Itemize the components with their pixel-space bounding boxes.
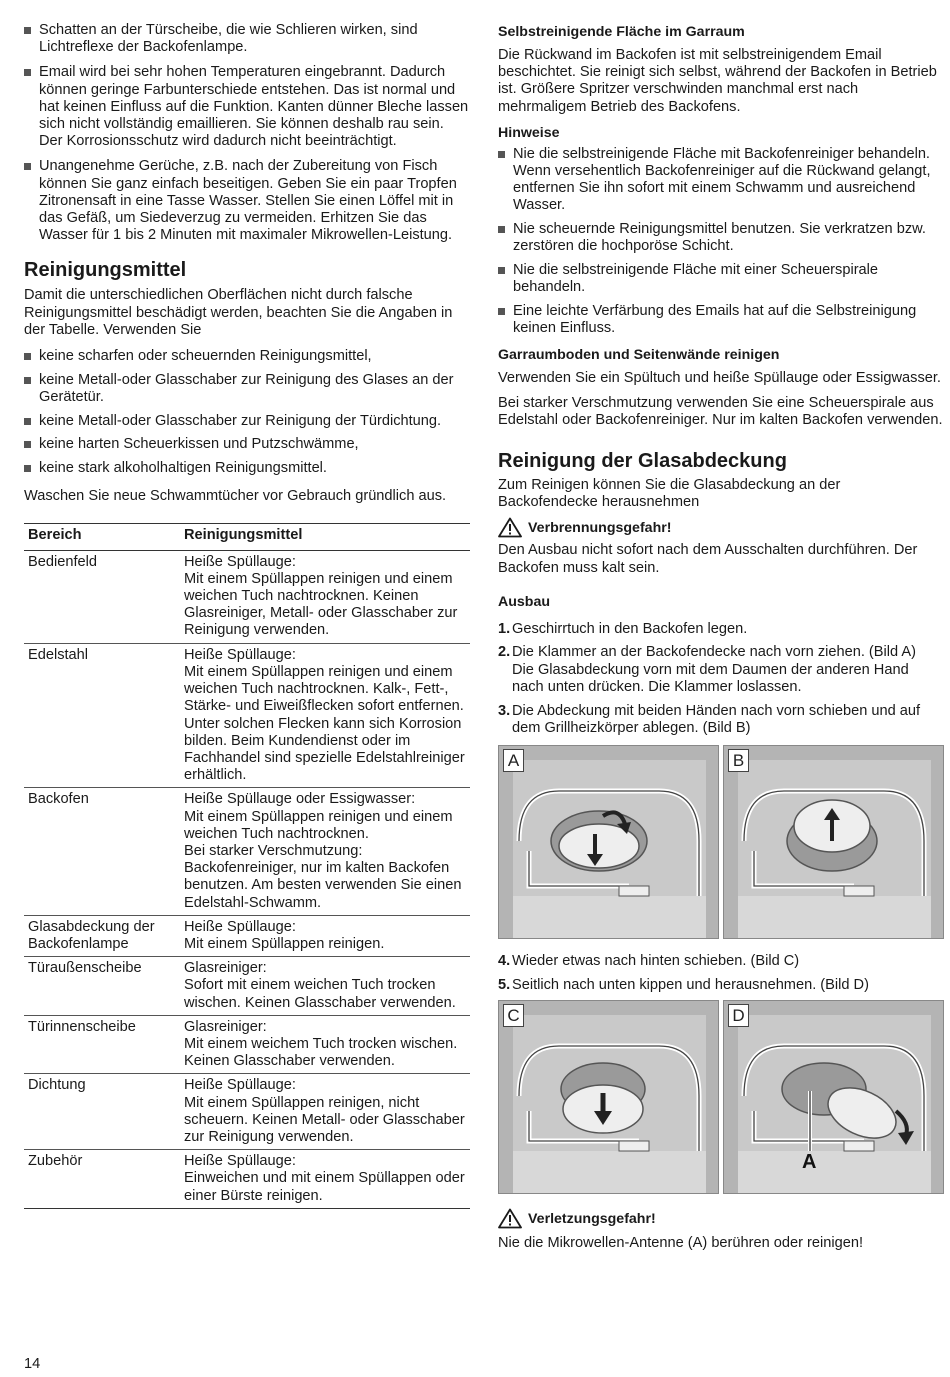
intro-bullet-list xyxy=(24,22,470,244)
cell-agent: Heiße Spüllauge: Mit einem Spüllappen reinigen und einem weichen Tuch nachtrocknen. Kalk-, Fett-, Stärke- und Eiweißflecken sofort entfernen. Unter solchen Flecken kann sich Korrosion bilden. Beim Kundendienst oder im Fachhandel sind spezielle Edelstahlreiniger erhältlich. xyxy=(180,643,470,788)
bullet-text: Nie die selbstreinigende Fläche mit einer Scheuerspirale behandeln. xyxy=(513,262,879,296)
list-item xyxy=(24,460,470,477)
figure-label: B xyxy=(728,749,749,772)
cell-area: Türinnenscheibe xyxy=(24,1015,180,1074)
bullet-text: Eine leichte Verfärbung des Emails hat auf die Selbstreinigung keinen Einfluss. xyxy=(513,302,917,337)
bullet-square-icon xyxy=(498,308,505,315)
bullet-text: Nie scheuernde Reinigungsmittel benutzen. Sie verkratzen bzw. zerstören die hochporöse Schicht. xyxy=(513,221,926,255)
figure-label: C xyxy=(503,1004,524,1027)
bullet-square-icon xyxy=(498,151,505,158)
bullet-text: keine scharfen oder scheuernden Reinigungsmittel, xyxy=(39,348,372,365)
burn-warning xyxy=(498,517,944,538)
table-body xyxy=(24,550,470,1208)
injury-warning xyxy=(498,1208,944,1229)
hints-list xyxy=(498,146,944,338)
cell-area: Bedienfeld xyxy=(24,550,180,643)
bullet-text: Email wird bei sehr hohen Temperaturen eingebrannt. Dadurch können geringe Farbunterschiede entstehen. Das ist normal und hat keinen Einfluss auf die Funktion. Kanten dünner Bleche lassen sich nicht vollständig emaillieren. Sie können deshalb rau sein. Der Korrosionsschutz wird dadurch nicht beeinträchtigt. xyxy=(39,64,469,150)
cell-area: Edelstahl xyxy=(24,643,180,788)
table-row xyxy=(24,1150,470,1209)
figure-c xyxy=(498,1000,719,1194)
table-row xyxy=(24,1015,470,1074)
step-item xyxy=(498,644,944,696)
step-text: Geschirrtuch in den Backofen legen. xyxy=(512,620,748,637)
right-column xyxy=(498,24,944,1253)
step-number: 4. xyxy=(498,952,511,969)
step-number: 3. xyxy=(498,702,511,719)
step-text: Wieder etwas nach hinten schieben. (Bild C) xyxy=(512,952,800,969)
list-item xyxy=(24,22,470,56)
step-item xyxy=(498,703,944,737)
oven-illustration-d-icon xyxy=(724,1001,944,1194)
bullet-text: keine Metall-oder Glasschaber zur Reinigung des Glases an der Gerätetür. xyxy=(39,371,454,405)
table-row xyxy=(24,550,470,643)
cell-agent: Heiße Spüllauge: Mit einem Spüllappen reinigen, nicht scheuern. Keinen Metall- oder Glasschaber zur Reinigung verwenden. xyxy=(180,1074,470,1150)
cleaning-agents-table xyxy=(24,523,470,1208)
cleaning-agents-intro: Damit die unterschiedlichen Oberflächen nicht durch falsche Reinigungsmittel beschädigt werden, beachten Sie die Angaben in der Tabelle. Verwenden Sie xyxy=(24,287,453,338)
bullet-square-icon xyxy=(24,465,31,472)
warning-triangle-icon xyxy=(498,517,522,538)
bullet-text: keine Metall-oder Glasschaber zur Reinigung der Türdichtung. xyxy=(39,412,442,429)
figure-label: A xyxy=(503,749,524,772)
table-row xyxy=(24,915,470,956)
list-item xyxy=(24,348,470,365)
bullet-square-icon xyxy=(24,377,31,384)
self-clean-heading: Selbstreinigende Fläche im Garraum xyxy=(498,24,745,40)
list-item xyxy=(498,221,944,255)
injury-warning-label: Verletzungsgefahr! xyxy=(528,1210,656,1227)
cell-area: Glasabdeckung der Backofenlampe xyxy=(24,915,180,956)
bullet-square-icon xyxy=(498,226,505,233)
step-number: 1. xyxy=(498,620,511,637)
bullet-text: Nie die selbstreinigende Fläche mit Backofenreiniger behandeln. Wenn versehentlich Backofenreiniger auf die Rückwand gelangt, entfernen Sie ihn sofort mit einem Schwamm und ausreichend Wasser. xyxy=(513,145,931,214)
bullet-square-icon xyxy=(24,27,31,34)
burn-warning-label: Verbrennungsgefahr! xyxy=(528,519,672,536)
table-row xyxy=(24,1074,470,1150)
section-heading-cleaning-agents: Reinigungsmittel xyxy=(24,259,187,282)
cell-agent: Glasreiniger: Sofort mit einem weichen Tuch trocken wischen. Keinen Glasschaber verwenden. xyxy=(180,957,470,1016)
warning-triangle-icon xyxy=(498,1208,522,1229)
step-item xyxy=(498,977,944,994)
step-item xyxy=(498,621,944,638)
figure-label: D xyxy=(728,1004,749,1027)
bullet-square-icon xyxy=(24,353,31,360)
step-text: Seitlich nach unten kippen und herausnehmen. (Bild D) xyxy=(512,976,869,993)
column-header-area: Bereich xyxy=(24,524,180,550)
page-number: 14 xyxy=(24,1356,41,1372)
cell-area: Zubehör xyxy=(24,1150,180,1209)
floor-text-2: Bei starker Verschmutzung verwenden Sie eine Scheuerspirale aus Edelstahl oder Backofenreiniger. Nur im kalten Backofen verwenden. xyxy=(498,394,943,428)
oven-illustration-b-icon xyxy=(724,746,944,939)
list-item xyxy=(498,262,944,296)
hints-heading: Hinweise xyxy=(498,124,560,141)
bullet-square-icon xyxy=(24,418,31,425)
glass-cover-intro: Zum Reinigen können Sie die Glasabdeckung an der Backofendecke herausnehmen xyxy=(498,476,841,511)
column-header-agent: Reinigungsmittel xyxy=(180,524,470,550)
step-number: 5. xyxy=(498,976,511,993)
oven-illustration-c-icon xyxy=(499,1001,719,1194)
bullet-text: keine stark alkoholhaltigen Reinigungsmittel. xyxy=(39,460,327,477)
cleaning-agents-list xyxy=(24,348,470,477)
list-item xyxy=(24,372,470,406)
cell-area: Türaußenscheibe xyxy=(24,957,180,1016)
cell-agent: Glasreiniger: Mit einem weichem Tuch trocken wischen. Keinen Glasschaber verwenden. xyxy=(180,1015,470,1074)
floor-text-1: Verwenden Sie ein Spültuch und heiße Spüllauge oder Essigwasser. xyxy=(498,370,941,387)
list-item xyxy=(24,413,470,430)
step-number: 2. xyxy=(498,644,511,661)
step-text: Die Klammer an der Backofendecke nach vorn ziehen. (Bild A) Die Glasabdeckung vorn mit dem Daumen der anderen Hand nach unten drücken. Die Klammer loslassen. xyxy=(512,644,916,695)
list-item xyxy=(24,158,470,244)
floor-heading: Garraumboden und Seitenwände reinigen xyxy=(498,347,780,364)
left-column xyxy=(24,20,470,1209)
removal-steps-2 xyxy=(498,953,944,994)
step-text: Die Abdeckung mit beiden Händen nach vorn schieben und auf dem Grillheizkörper ablegen. (Bild B) xyxy=(512,702,921,736)
bullet-text: Schatten an der Türscheibe, die wie Schlieren wirken, sind Lichtreflexe der Backofenlampe. xyxy=(39,22,418,56)
injury-warning-text: Nie die Mikrowellen-Antenne (A) berühren oder reinigen! xyxy=(498,1235,864,1252)
list-item xyxy=(498,146,944,215)
list-item xyxy=(24,64,470,150)
bullet-square-icon xyxy=(24,441,31,448)
table-row xyxy=(24,957,470,1016)
figure-b xyxy=(723,745,944,939)
figure-row-cd xyxy=(498,1000,944,1194)
removal-heading: Ausbau xyxy=(498,593,551,610)
antenna-label: A xyxy=(802,1151,817,1174)
figure-a xyxy=(498,745,719,939)
bullet-square-icon xyxy=(498,267,505,274)
figure-row-ab xyxy=(498,745,944,939)
cell-area: Backofen xyxy=(24,788,180,915)
removal-steps-1 xyxy=(498,621,944,737)
oven-illustration-a-icon xyxy=(499,746,719,939)
list-item xyxy=(24,436,470,453)
bullet-text: Unangenehme Gerüche, z.B. nach der Zubereitung von Fisch können Sie ganz einfach beseitigen. Geben Sie ein paar Tropfen Zitronensaft in eine Tasse Wasser. Stellen Sie einen Löffel mit in das Gefäß, um Siedeverzug zu vermeiden. Erhitzen Sie das Wasser für 1 bis 2 Minuten mit maximaler Mikrowellen-Leistung. xyxy=(39,158,457,244)
cell-agent: Heiße Spüllauge oder Essigwasser: Mit einem Spüllappen reinigen und einem weichen Tuch nachtrocknen. Bei starker Verschmutzung: Backofenreiniger, nur im kalten Backofen benutzen. Am besten verwenden Sie einen Edelstahl-Schwamm. xyxy=(180,788,470,915)
cell-agent: Heiße Spüllauge: Mit einem Spüllappen reinigen. xyxy=(180,915,470,956)
bullet-square-icon xyxy=(24,69,31,76)
table-row xyxy=(24,788,470,915)
cell-agent: Heiße Spüllauge: Mit einem Spüllappen reinigen und einem weichen Tuch nachtrocknen. Keinen Glasreiniger, Metall- oder Glasschaber zur Reinigung verwenden. xyxy=(180,550,470,643)
glass-cover-heading: Reinigung der Glasabdeckung xyxy=(498,449,787,472)
wash-note: Waschen Sie neue Schwammtücher vor Gebrauch gründlich aus. xyxy=(24,488,447,505)
bullet-text: keine harten Scheuerkissen und Putzschwämme, xyxy=(39,436,359,453)
burn-warning-text: Den Ausbau nicht sofort nach dem Ausschalten durchführen. Der Backofen muss kalt sein. xyxy=(498,542,918,576)
figure-d xyxy=(723,1000,944,1194)
cell-agent: Heiße Spüllauge: Einweichen und mit einem Spüllappen oder einer Bürste reinigen. xyxy=(180,1150,470,1209)
list-item xyxy=(498,303,944,337)
table-header-row xyxy=(24,524,470,550)
table-row xyxy=(24,643,470,788)
bullet-square-icon xyxy=(24,163,31,170)
step-item xyxy=(498,953,944,970)
cell-area: Dichtung xyxy=(24,1074,180,1150)
self-clean-text: Die Rückwand im Backofen ist mit selbstreinigendem Email beschichtet. Sie reinigt sich selbst, während der Backofen in Betrieb ist. Größere Spritzer verschwinden manchmal erst nach mehrmaligem Betrieb des Backofens. xyxy=(498,47,937,115)
